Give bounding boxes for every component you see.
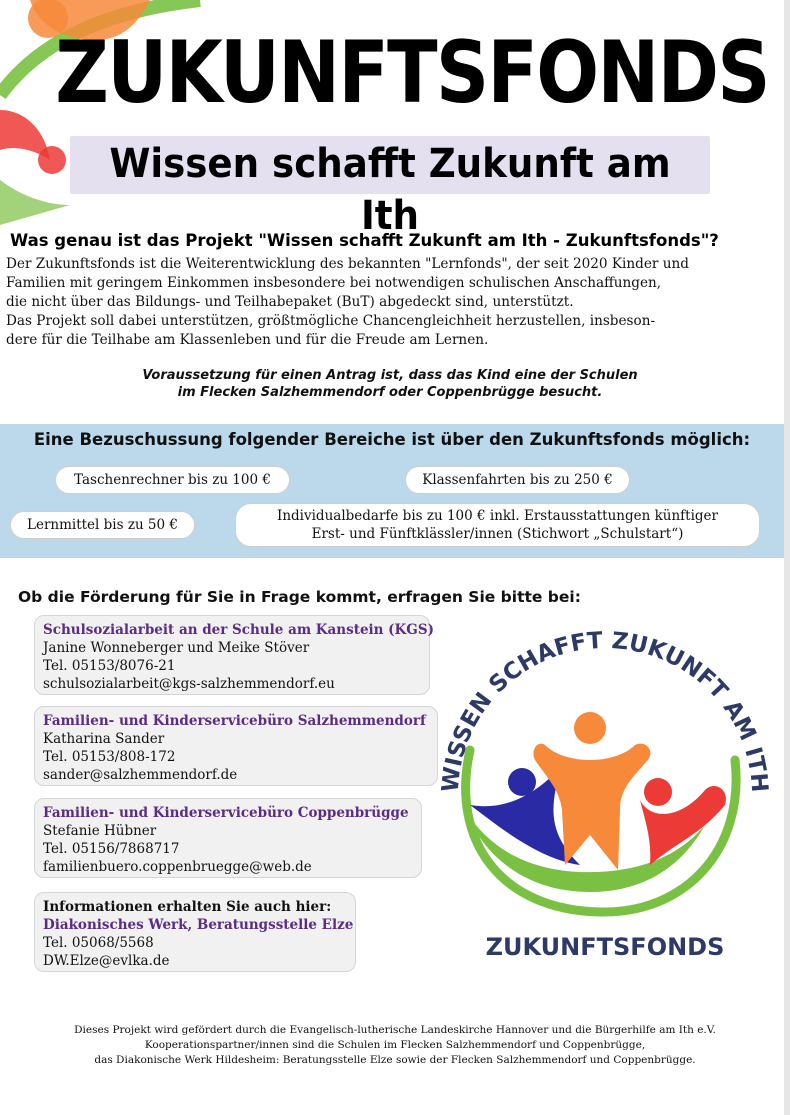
funding-item-individual-needs <box>235 503 760 547</box>
contact-name: Katharina Sander <box>43 731 165 747</box>
contact-card-salzhemmendorf <box>34 706 438 786</box>
contact-name: Stefanie Hübner <box>43 823 157 839</box>
footer-sponsors <box>10 1023 780 1068</box>
contact-phone: Tel. 05156/7868717 <box>43 841 180 857</box>
logo-blue-head <box>508 768 536 796</box>
intro-paragraph-1 <box>6 255 781 312</box>
page-subtitle: Wissen schafft Zukunft am Ith <box>109 141 671 239</box>
corner-red-head <box>38 146 66 174</box>
contact-org: Familien- und Kinderservicebüro Salzhemmendorf <box>43 713 426 729</box>
contact-org: Familien- und Kinderservicebüro Coppenbrügge <box>43 805 409 821</box>
funding-item-calculator: Taschenrechner bis zu 100 € <box>55 466 290 494</box>
footer-line: das Diakonische Werk Hildesheim: Beratungsstelle Elze sowie der Flecken Salzhemmendorf und Coppenbrügge. <box>94 1054 696 1066</box>
intro-line: Das Projekt soll dabei unterstützen, größtmögliche Chancengleichheit herzustellen, insbeson- <box>6 313 656 329</box>
contact-email: sander@salzhemmendorf.de <box>43 767 238 783</box>
intro-line: die nicht über das Bildungs- und Teilhabepaket (BuT) abgedeckt sind, unterstützt. <box>6 294 574 310</box>
intro-line: dere für die Teilhabe am Klassenleben und für die Freude am Lernen. <box>6 332 489 348</box>
prerequisite-line: Voraussetzung für einen Antrag ist, dass das Kind eine der Schulen <box>142 368 638 383</box>
contact-phone: Tel. 05153/8076-21 <box>43 658 176 674</box>
intro-paragraph-2 <box>6 312 781 350</box>
intro-line: Der Zukunftsfonds ist die Weiterentwicklung des bekannten "Lernfonds", der seit 2020 Kinder und <box>6 256 689 272</box>
contact-info-heading: Informationen erhalten Sie auch hier: <box>43 899 332 915</box>
contact-phone: Tel. 05068/5568 <box>43 935 154 951</box>
logo-red-head <box>644 778 672 806</box>
prerequisite-note <box>40 367 740 401</box>
individual-needs-line: Erst- und Fünftklässler/innen (Stichwort „Schulstart“) <box>311 526 684 542</box>
funding-item-class-trips: Klassenfahrten bis zu 250 € <box>405 466 630 494</box>
contact-email: familienbuero.coppenbruegge@web.de <box>43 859 312 875</box>
intro-text <box>6 255 781 350</box>
contacts-heading: Ob die Förderung für Sie in Frage kommt, erfragen Sie bitte bei: <box>18 588 581 606</box>
contact-card-diakonie <box>34 892 356 972</box>
contact-name: Janine Wonneberger und Meike Stöver <box>43 640 310 656</box>
logo-bottom-text: ZUKUNFTSFONDS <box>485 933 725 961</box>
footer-line: Dieses Projekt wird gefördert durch die Evangelisch-lutherische Landeskirche Hannover und die Bürgerhilfe am Ith e.V. <box>74 1024 716 1036</box>
prerequisite-line: im Flecken Salzhemmendorf oder Coppenbrügge besucht. <box>177 385 603 400</box>
page-title: ZUKUNFTSFONDS <box>55 23 769 123</box>
contact-email: DW.Elze@evlka.de <box>43 953 170 969</box>
contact-email: schulsozialarbeit@kgs-salzhemmendorf.eu <box>43 676 335 692</box>
project-question-heading: Was genau ist das Projekt "Wissen schafft Zukunft am Ith - Zukunftsfonds"? <box>10 231 719 250</box>
logo-orange-head <box>574 712 606 744</box>
contact-org: Diakonisches Werk, Beratungsstelle Elze <box>43 917 354 933</box>
contact-card-coppenbruegge <box>34 798 422 878</box>
contact-phone: Tel. 05153/808-172 <box>43 749 176 765</box>
funding-title: Eine Bezuschussung folgender Bereiche ist über den Zukunftsfonds möglich: <box>33 430 751 449</box>
page-edge <box>784 0 790 1115</box>
contact-card-kgs <box>34 615 434 695</box>
zukunftsfonds-logo <box>430 620 780 970</box>
individual-needs-line: Individualbedarfe bis zu 100 € inkl. Erstausstattungen künftiger <box>277 508 718 524</box>
corner-green-shape <box>0 180 70 225</box>
intro-line: Familien mit geringem Einkommen insbesondere bei notwendigen schulischen Anschaffungen, <box>6 275 662 291</box>
footer-line: Kooperationspartner/innen sind die Schulen im Flecken Salzhemmendorf und Coppenbrügge, <box>144 1039 646 1051</box>
contact-org: Schulsozialarbeit an der Schule am Kanstein (KGS) <box>43 622 434 638</box>
logo-arc-text: WISSEN SCHAFFT ZUKUNFT AM ITH <box>437 627 773 794</box>
funding-item-learning-materials: Lernmittel bis zu 50 € <box>10 511 195 539</box>
